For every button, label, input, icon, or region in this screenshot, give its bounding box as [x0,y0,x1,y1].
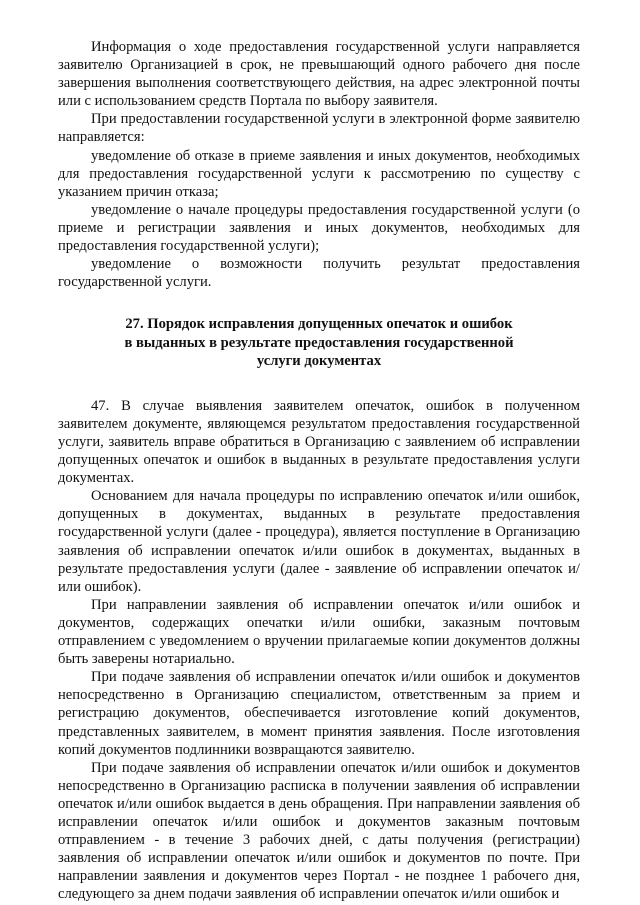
list-item-refusal-notice: уведомление об отказе в приеме заявления и иных документов, необходимых для предоставления государственной услуги к рассмотрению по существу с указанием причин отказа; [58,147,580,200]
list-item-start-notice: уведомление о начале процедуры предоставления государственной услуги (о приеме и регистрации заявления и иных документов, необходимых для предоставления государственной услуги); [58,201,580,255]
paragraph-procedure-basis: Основанием для начала процедуры по исправлению опечаток и/или ошибок, допущенных в документах, выданных в результате предоставления государственной услуги (далее - процедура), является поступление в Организацию заявления об исправлении опечаток и/или ошибок в документах, выданных в результате предоставления услуги (далее - заявление об исправлении опечаток и/или ошибок). [58,488,580,595]
paragraph-47: 47. В случае выявления заявителем опечаток, ошибок в полученном заявителем документе, являющемся результатом предоставления государственной услуги, заявитель вправе обратиться в Организацию с заявлением об исправлении допущенных опечаток и ошибок в выданных в результате предоставления услуги документах. [58,397,580,487]
section-heading-line: 27. Порядок исправления допущенных опечаток и ошибок [125,316,513,333]
paragraph-electronic-form: При предоставлении государственной услуги в электронной форме заявителю направляется: [58,111,580,146]
paragraph-info-notification: Информация о ходе предоставления государственной услуги направляется заявителю Организацией в срок, не превышающий одного рабочего дня после завершения выполнения соответствующего действия, на адрес электронной почты или с использованием средств Портала по выбору заявителя. [58,39,580,110]
paragraph-postal-submission: При направлении заявления об исправлении опечаток и/или ошибок и документов, содержащих опечатки и/или ошибки, заказным почтовым отправлением с уведомлением о вручении прилагаемые копии документов должны быть заверены нотариально. [58,596,580,668]
section-heading-line: услуги документах [256,353,382,370]
section-heading [58,315,580,371]
document-page [58,38,580,903]
paragraph-direct-submission: При подаче заявления об исправлении опечаток и/или ошибок и документов непосредственно в Организацию специалистом, ответственным за прием и регистрацию документов, обеспечивается изготовление копий документов, представленных заявителем, в момент принятия заявления. После изготовления копий документов подлинники возвращаются заявителю. [58,669,580,758]
list-item-result-notice: уведомление о возможности получить результат предоставления государственной услуги. [58,256,580,291]
section-heading-line: в выданных в результате предоставления государственной [124,334,514,351]
paragraph-receipt: При подаче заявления об исправлении опечаток и/или ошибок и документов непосредственно в Организацию расписка в получении заявления об исправлении опечаток и/или ошибок выдается в день обращения. При направлении заявления об исправлении опечаток и/или ошибок и документов заказным почтовым отправлением - в течение 3 рабочих дней, с даты получения (регистрации) заявления об исправлении опечаток и/или ошибок и документов по почте. При направлении заявления и документов через Портал - не позднее 1 рабочего дня, следующего за днем подачи заявления об исправлении опечаток и/или ошибок и [58,759,580,903]
